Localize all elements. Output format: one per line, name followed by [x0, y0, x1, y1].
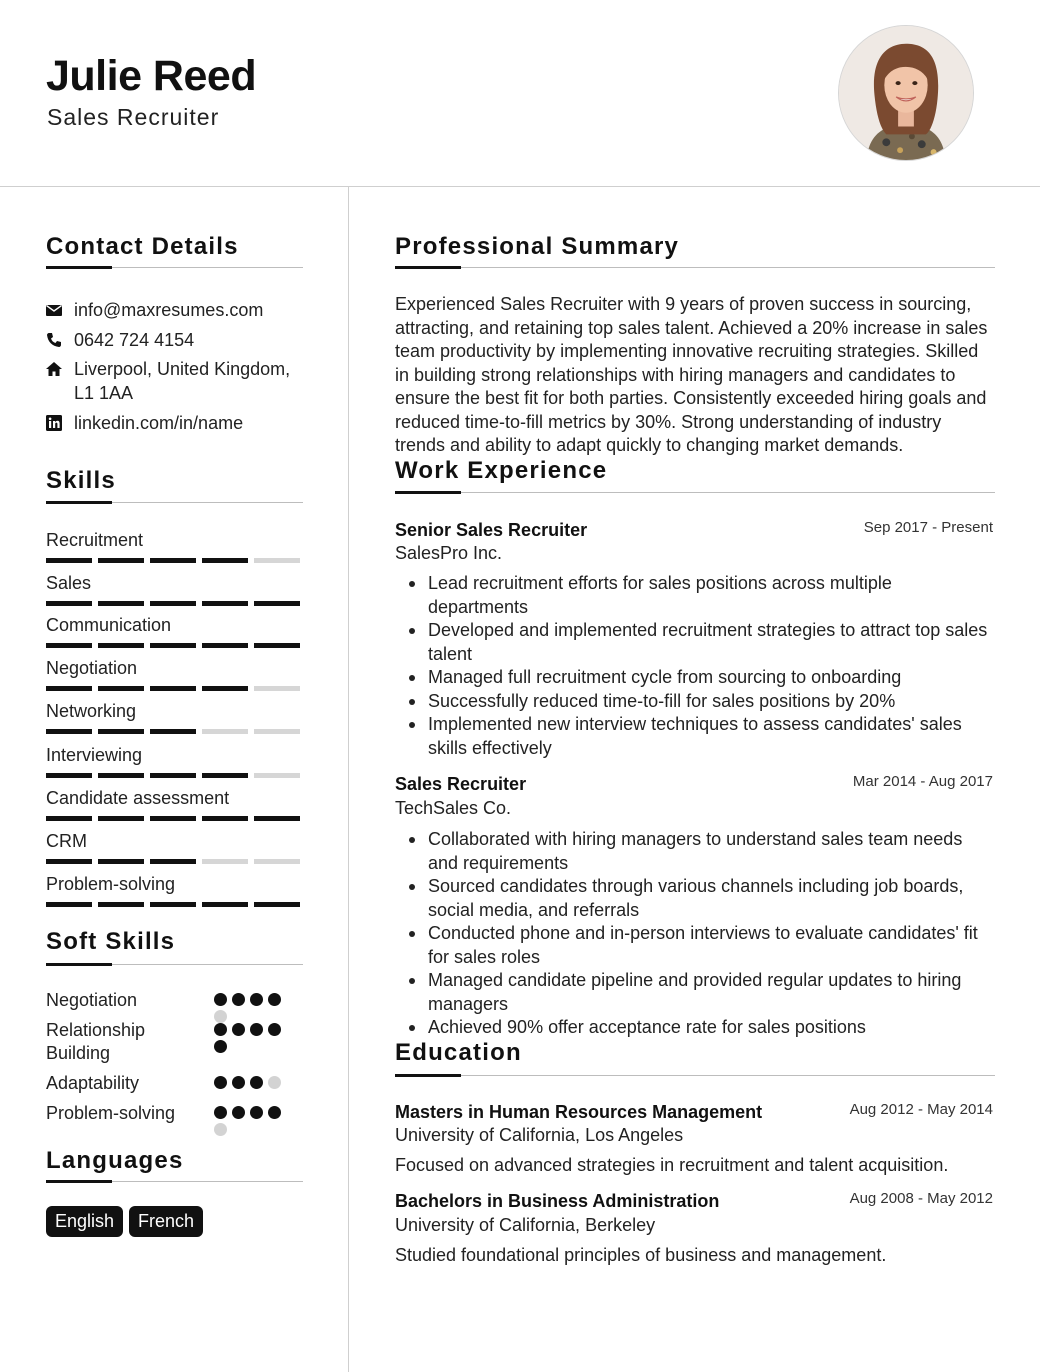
soft-skill-rating-dot: [250, 1076, 263, 1089]
skill-level-segment: [46, 859, 92, 864]
job-dates: Sep 2017 - Present: [863, 519, 993, 536]
home-icon: [46, 357, 74, 381]
skill-level-segment: [98, 729, 144, 734]
skill-level-segment: [46, 686, 92, 691]
skill-level-segment: [98, 902, 144, 907]
column-divider: [348, 187, 349, 1372]
skill-level-segment: [98, 859, 144, 864]
language-badge: English: [46, 1206, 123, 1237]
job-bullet: Sourced candidates through various channels including job boards, social media, and referrals: [395, 875, 995, 922]
envelope-icon: [46, 298, 74, 322]
skill-level-segment: [46, 558, 92, 563]
soft-skill-rating-dot: [232, 1023, 245, 1036]
skill-level-segment: [202, 902, 248, 907]
address-line-2: L1 1AA: [74, 383, 134, 403]
education-school: University of California, Los Angeles: [395, 1125, 684, 1145]
education-dates: Aug 2012 - May 2014: [849, 1101, 993, 1118]
skill-level-segment: [150, 643, 196, 648]
skill-level-segment: [254, 773, 300, 778]
job-bullets: [395, 572, 995, 760]
linkedin-icon: [46, 411, 74, 435]
skill-item: [46, 830, 302, 864]
profile-photo-illustration: [839, 26, 973, 160]
skill-level-segment: [150, 773, 196, 778]
job-bullet: Implemented new interview techniques to assess candidates' sales skills effectively: [395, 713, 995, 760]
skill-level-segment: [98, 773, 144, 778]
job-company: TechSales Co.: [395, 798, 512, 818]
job-title: Sales Recruiter: [395, 774, 527, 794]
skill-level-segment: [254, 686, 300, 691]
skill-level-segment: [150, 902, 196, 907]
skill-level-segment: [202, 773, 248, 778]
skill-level-bar: [46, 601, 302, 606]
skill-level-segment: [46, 816, 92, 821]
skill-name: Networking: [46, 701, 137, 721]
job-company: SalesPro Inc.: [395, 543, 503, 563]
soft-skill-name: Negotiation: [46, 990, 138, 1010]
address-text: [74, 357, 290, 405]
skills-section-accent: [46, 501, 112, 504]
languages-section-title: Languages: [46, 1147, 184, 1174]
soft-skill-rating-dot: [232, 993, 245, 1006]
skill-item: [46, 700, 302, 734]
contact-email: [46, 298, 263, 322]
profile-photo: [838, 25, 974, 161]
summary-text: Experienced Sales Recruiter with 9 years of proven success in sourcing, attracting, and retaining top sales talent. Achieved a 20% increase in sales team productivity by implementing innovative recruiting strategies. Skilled in building strong relationships with hiring managers and candidates to ensure the best fit for both parties. Consistently exceeded hiring goals and reduced time-to-fill metrics by 30%. Strong understanding of industry trends and ability to adapt quickly to changing market demands.: [395, 294, 988, 455]
skill-level-segment: [46, 643, 92, 648]
skill-level-segment: [254, 816, 300, 821]
skill-level-segment: [150, 859, 196, 864]
contact-address: [46, 357, 290, 405]
experience-section-line: [395, 492, 995, 493]
skill-level-segment: [98, 816, 144, 821]
soft-skill-rating-dot: [214, 1023, 227, 1036]
address-line-1: Liverpool, United Kingdom,: [74, 359, 291, 379]
skill-level-segment: [46, 902, 92, 907]
skill-level-segment: [150, 729, 196, 734]
skill-level-segment: [46, 601, 92, 606]
skill-name: CRM: [46, 831, 87, 851]
contact-section-title: Contact Details: [46, 233, 239, 260]
experience-section-title: Work Experience: [395, 457, 608, 484]
skill-name: Problem-solving: [46, 874, 176, 894]
phone-icon: [46, 328, 74, 352]
job-bullet: Managed full recruitment cycle from sourcing to onboarding: [395, 666, 995, 690]
skill-item: [46, 744, 302, 778]
skill-item: [46, 657, 302, 691]
education-dates: Aug 2008 - May 2012: [849, 1190, 993, 1207]
skill-level-segment: [202, 816, 248, 821]
skill-level-segment: [254, 558, 300, 563]
skill-level-segment: [98, 601, 144, 606]
skill-level-segment: [98, 686, 144, 691]
skill-level-bar: [46, 773, 302, 778]
soft-skill-name: Adaptability: [46, 1073, 140, 1093]
job-bullet: Achieved 90% offer acceptance rate for sales positions: [395, 1016, 995, 1040]
experience-section-accent: [395, 491, 461, 494]
soft-skill-rating-dot: [268, 1023, 281, 1036]
job-dates: Mar 2014 - Aug 2017: [852, 773, 993, 790]
skill-name: Candidate assessment: [46, 788, 230, 808]
languages-list: [46, 1206, 203, 1237]
skill-level-segment: [202, 558, 248, 563]
skill-level-segment: [150, 686, 196, 691]
education-description: Focused on advanced strategies in recruitment and talent acquisition.: [395, 1155, 949, 1175]
skill-name: Negotiation: [46, 658, 138, 678]
candidate-role: Sales Recruiter: [47, 104, 220, 130]
soft-skill-rating-dot: [268, 1106, 281, 1119]
skill-level-segment: [202, 601, 248, 606]
summary-section-title: Professional Summary: [395, 233, 680, 260]
skill-item: [46, 614, 302, 648]
skill-name: Recruitment: [46, 530, 144, 550]
summary-section-accent: [395, 266, 461, 269]
skill-level-segment: [150, 601, 196, 606]
education-section-accent: [395, 1074, 461, 1077]
soft-skill-rating-dot: [250, 1106, 263, 1119]
soft-skill-name: Problem-solving: [46, 1103, 176, 1123]
skill-name: Sales: [46, 573, 92, 593]
skill-item: [46, 873, 302, 907]
skill-level-bar: [46, 859, 302, 864]
soft-skill-rating: [214, 993, 290, 1023]
soft-skill-name: Relationship Building: [46, 1020, 146, 1063]
soft-skill-rating: [214, 1076, 290, 1089]
soft-skill-rating-dot: [214, 1040, 227, 1053]
soft-skill-rating-dot: [214, 993, 227, 1006]
soft-skill-rating-dot: [214, 1106, 227, 1119]
skills-section-title: Skills: [46, 467, 116, 494]
soft-skills-section-accent: [46, 963, 112, 966]
phone-text: 0642 724 4154: [74, 330, 195, 350]
soft-skill-rating-dot: [268, 993, 281, 1006]
skill-level-segment: [254, 601, 300, 606]
skill-name: Interviewing: [46, 745, 143, 765]
soft-skill-rating-dot: [214, 1076, 227, 1089]
soft-skill-rating: [214, 1023, 290, 1053]
soft-skill-rating: [214, 1106, 290, 1136]
soft-skill-rating-dot: [250, 993, 263, 1006]
education-degree: Bachelors in Business Administration: [395, 1191, 720, 1211]
skill-level-segment: [98, 643, 144, 648]
skill-level-bar: [46, 902, 302, 907]
skill-level-segment: [202, 729, 248, 734]
soft-skill-rating-dot: [214, 1010, 227, 1023]
soft-skill-rating-dot: [214, 1123, 227, 1136]
candidate-name: Julie Reed: [46, 52, 257, 100]
contact-linkedin: [46, 411, 243, 435]
job-title: Senior Sales Recruiter: [395, 520, 588, 540]
language-badge: French: [129, 1206, 203, 1237]
skill-level-segment: [150, 558, 196, 563]
linkedin-text[interactable]: linkedin.com/in/name: [74, 413, 244, 433]
education-degree: Masters in Human Resources Management: [395, 1102, 763, 1122]
skill-level-segment: [46, 773, 92, 778]
languages-section-accent: [46, 1180, 112, 1183]
skill-item: [46, 787, 302, 821]
skill-name: Communication: [46, 615, 172, 635]
skill-level-segment: [202, 686, 248, 691]
skill-item: [46, 572, 302, 606]
soft-skill-rating-dot: [232, 1106, 245, 1119]
education-section-title: Education: [395, 1039, 522, 1066]
contact-section-accent: [46, 266, 112, 269]
summary-section-line: [395, 267, 995, 268]
skill-level-segment: [46, 729, 92, 734]
skill-level-bar: [46, 558, 302, 563]
soft-skills-section-title: Soft Skills: [46, 928, 176, 955]
skill-level-segment: [254, 902, 300, 907]
skill-level-bar: [46, 643, 302, 648]
contact-phone: [46, 328, 194, 352]
skill-level-bar: [46, 816, 302, 821]
soft-skill-rating-dot: [232, 1076, 245, 1089]
skill-item: [46, 529, 302, 563]
job-bullet: Collaborated with hiring managers to understand sales team needs and requirements: [395, 828, 995, 875]
education-school: University of California, Berkeley: [395, 1215, 656, 1235]
education-description: Studied foundational principles of business and management.: [395, 1245, 887, 1265]
skill-level-segment: [150, 816, 196, 821]
skill-level-segment: [254, 859, 300, 864]
education-section-line: [395, 1075, 995, 1076]
skill-level-segment: [254, 643, 300, 648]
resume-header: [0, 0, 1040, 187]
email-text[interactable]: info@maxresumes.com: [74, 300, 264, 320]
job-bullet: Lead recruitment efforts for sales positions across multiple departments: [395, 572, 995, 619]
skill-level-bar: [46, 729, 302, 734]
skill-level-bar: [46, 686, 302, 691]
skill-level-segment: [254, 729, 300, 734]
skill-level-segment: [202, 643, 248, 648]
job-bullet: Conducted phone and in-person interviews to evaluate candidates' fit for sales roles: [395, 922, 995, 969]
job-bullet: Managed candidate pipeline and provided regular updates to hiring managers: [395, 969, 995, 1016]
soft-skill-rating-dot: [268, 1076, 281, 1089]
job-bullet: Successfully reduced time-to-fill for sales positions by 20%: [395, 690, 995, 714]
soft-skill-rating-dot: [250, 1023, 263, 1036]
skill-level-segment: [98, 558, 144, 563]
job-bullets: [395, 828, 995, 1040]
skill-level-segment: [202, 859, 248, 864]
job-bullet: Developed and implemented recruitment strategies to attract top sales talent: [395, 619, 995, 666]
